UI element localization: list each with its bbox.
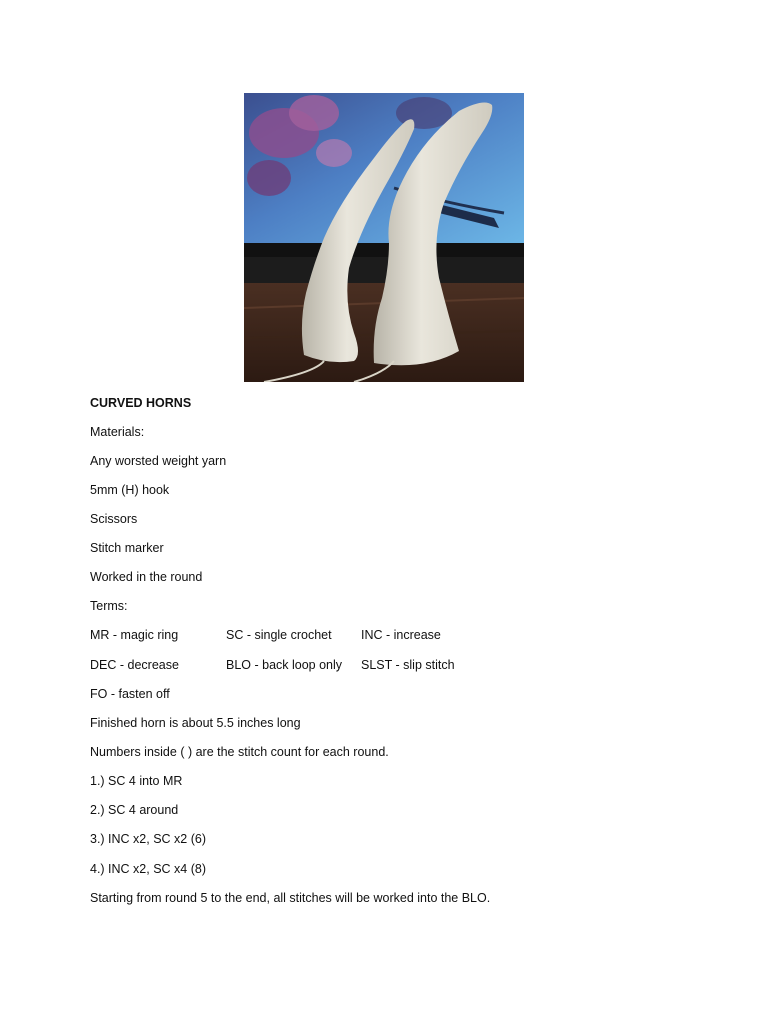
round-instruction: 4.) INC x2, SC x4 (8) — [90, 862, 206, 876]
material-item: 5mm (H) hook — [90, 483, 170, 497]
term-fo: FO - fasten off — [90, 687, 170, 701]
term-slst: SLST - slip stitch — [361, 658, 455, 672]
term-dec: DEC - decrease — [90, 658, 179, 672]
horns-illustration — [244, 93, 524, 382]
pattern-title: CURVED HORNS — [90, 396, 192, 410]
round-instruction: 2.) SC 4 around — [90, 803, 179, 817]
term-mr: MR - magic ring — [90, 628, 179, 642]
materials-heading: Materials: — [90, 425, 145, 439]
term-blo: BLO - back loop only — [226, 658, 343, 672]
numbers-note: Numbers inside ( ) are the stitch count for each round. — [90, 745, 389, 759]
material-item: Scissors — [90, 512, 138, 526]
material-item: Worked in the round — [90, 570, 203, 584]
term-sc: SC - single crochet — [226, 628, 332, 642]
round-instruction: 1.) SC 4 into MR — [90, 774, 183, 788]
material-item: Any worsted weight yarn — [90, 454, 227, 468]
term-inc: INC - increase — [361, 628, 441, 642]
horns-photo — [244, 93, 524, 382]
finished-note: Finished horn is about 5.5 inches long — [90, 716, 301, 730]
blo-note: Starting from round 5 to the end, all stitches will be worked into the BLO. — [90, 891, 491, 905]
material-item: Stitch marker — [90, 541, 164, 555]
round-instruction: 3.) INC x2, SC x2 (6) — [90, 832, 206, 846]
terms-heading: Terms: — [90, 599, 128, 613]
